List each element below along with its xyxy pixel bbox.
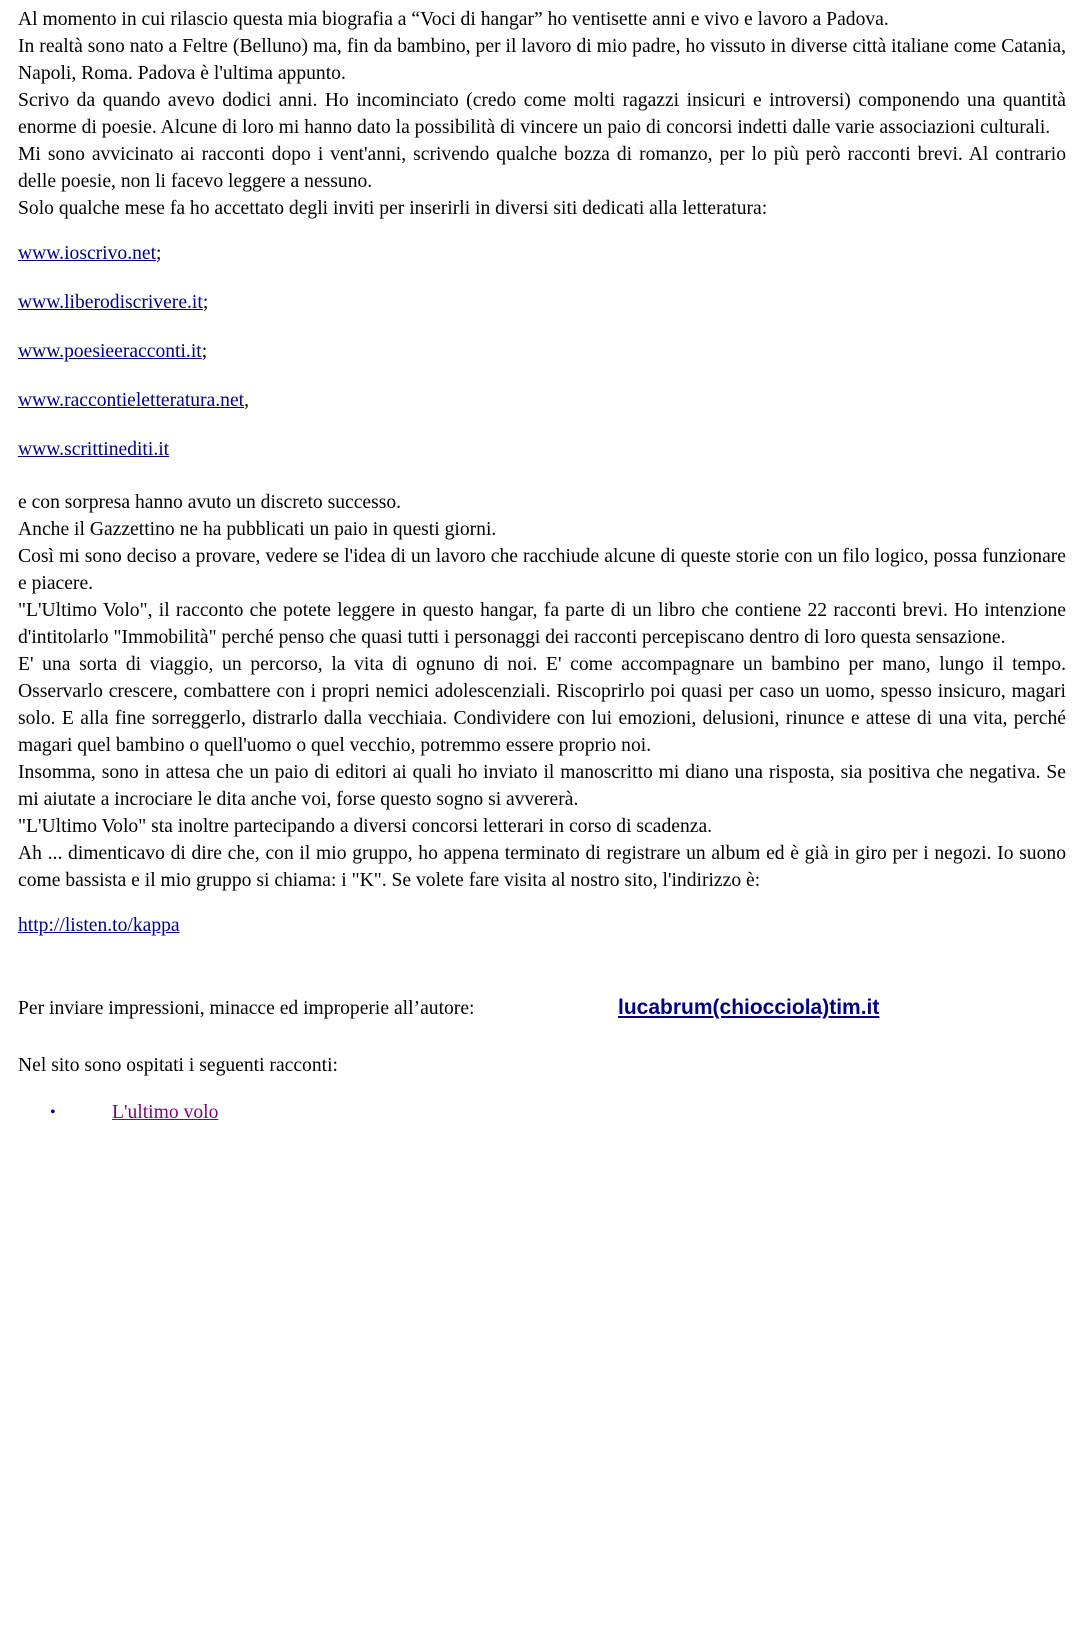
body-paragraph: E' una sorta di viaggio, un percorso, la vita di ognuno di noi. E' come accompagnare un bambino per mano, lungo il tempo. Osservarlo crescere, combattere con i propri nemici adolescenziali. Riscoprirlo poi quasi per caso un uomo, spesso insicuro, magari solo. E alla fine sorreggerlo, distrarlo dalla vecchiaia. Condividere con lui emozioni, delusioni, rinunce e attese di una vita, perché magari quel bambino o quell'uomo o quel vecchio, potremmo essere proprio noi. — [18, 654, 1066, 756]
site-link-row — [18, 387, 1066, 414]
site-link-scrittinediti[interactable]: www.scrittinediti.it — [18, 439, 170, 460]
body-paragraph: "L'Ultimo Volo", il racconto che potete leggere in questo hangar, fa parte di un libro che contiene 22 racconti brevi. Ho intenzione d'intitolarlo "Immobilità" perché penso che quasi tutti i personaggi dei racconti percepiscano dentro di loro questa sensazione. — [18, 600, 1066, 648]
intro-paragraph: Al momento in cui rilascio questa mia biografia a “Voci di hangar” ho ventisette anni e vivo e lavoro a Padova. — [18, 9, 889, 30]
link-separator: , — [244, 390, 250, 411]
body-paragraph: Ah ... dimenticavo di dire che, con il mio gruppo, ho appena terminato di registrare un album ed è già in giro per i negozi. Io suono come bassista e il mio gruppo si chiama: i "K". Se volete fare visita al nostro sito, l'indirizzo è: — [18, 843, 1066, 891]
site-link-row — [18, 240, 1066, 267]
intro-paragraph: Scrivo da quando avevo dodici anni. Ho incominciato (credo come molti ragazzi insicuri e introversi) componendo una quantità enorme di poesie. Alcune di loro mi hanno dato la possibilità di vincere un paio di concorsi indetti dalle varie associazioni culturali. — [18, 90, 1066, 138]
stories-list — [18, 1099, 1066, 1126]
site-link-row — [18, 289, 1066, 316]
site-links-list — [18, 240, 1066, 463]
stories-intro: Nel sito sono ospitati i seguenti racconti: — [18, 1055, 338, 1076]
site-link-raccontieletteratura[interactable]: www.raccontieletteratura.net — [18, 390, 245, 411]
body-paragraph: Anche il Gazzettino ne ha pubblicati un paio in questi giorni. — [18, 519, 497, 540]
contact-label: Per inviare impressioni, minacce ed improperie all’autore: — [18, 998, 475, 1019]
author-email-link[interactable]: lucabrum(chiocciola)tim.it — [618, 996, 880, 1019]
band-link-row — [18, 912, 1066, 939]
body-paragraph: Così mi sono deciso a provare, vedere se l'idea di un lavoro che racchiude alcune di queste storie con un filo logico, possa funzionare e piacere. — [18, 546, 1066, 594]
link-separator: ; — [156, 243, 162, 264]
body-paragraph: Insomma, sono in attesa che un paio di editori ai quali ho inviato il manoscritto mi diano una risposta, sia positiva che negativa. Se mi aiutate a incrociare le dita anche voi, forse questo sogno si avvererà. — [18, 762, 1066, 810]
story-link-ultimo-volo[interactable]: L'ultimo volo — [112, 1102, 219, 1123]
biography-page — [18, 6, 1066, 1126]
link-separator: ; — [202, 292, 209, 313]
site-link-ioscrivo[interactable]: www.ioscrivo.net — [18, 243, 157, 264]
site-link-row — [18, 338, 1066, 365]
link-separator: ; — [201, 341, 208, 362]
site-link-poesieeracconti[interactable]: www.poesieeracconti.it — [18, 341, 202, 362]
body-paragraph: "L'Ultimo Volo" sta inoltre partecipando a diversi concorsi letterari in corso di scadenza. — [18, 816, 713, 837]
intro-paragraph: Solo qualche mese fa ho accettato degli inviti per inserirli in diversi siti dedicati alla letteratura: — [18, 198, 768, 219]
body-paragraph: e con sorpresa hanno avuto un discreto successo. — [18, 492, 402, 513]
site-link-row — [18, 436, 1066, 463]
intro-paragraph: In realtà sono nato a Feltre (Belluno) ma, fin da bambino, per il lavoro di mio padre, ho vissuto in diverse città italiane come Catania, Napoli, Roma. Padova è l'ultima appunto. — [18, 36, 1066, 84]
bullet-icon: • — [50, 1104, 56, 1121]
contact-row — [18, 994, 1066, 1022]
intro-paragraph: Mi sono avvicinato ai racconti dopo i vent'anni, scrivendo qualche bozza di romanzo, per lo più però racconti brevi. Al contrario delle poesie, non li facevo leggere a nessuno. — [18, 144, 1066, 192]
intro-section — [18, 6, 1066, 222]
list-item — [18, 1099, 1066, 1126]
body-section — [18, 489, 1066, 894]
site-link-liberodiscrivere[interactable]: www.liberodiscrivere.it — [18, 292, 203, 313]
band-site-link[interactable]: http://listen.to/kappa — [18, 915, 180, 936]
